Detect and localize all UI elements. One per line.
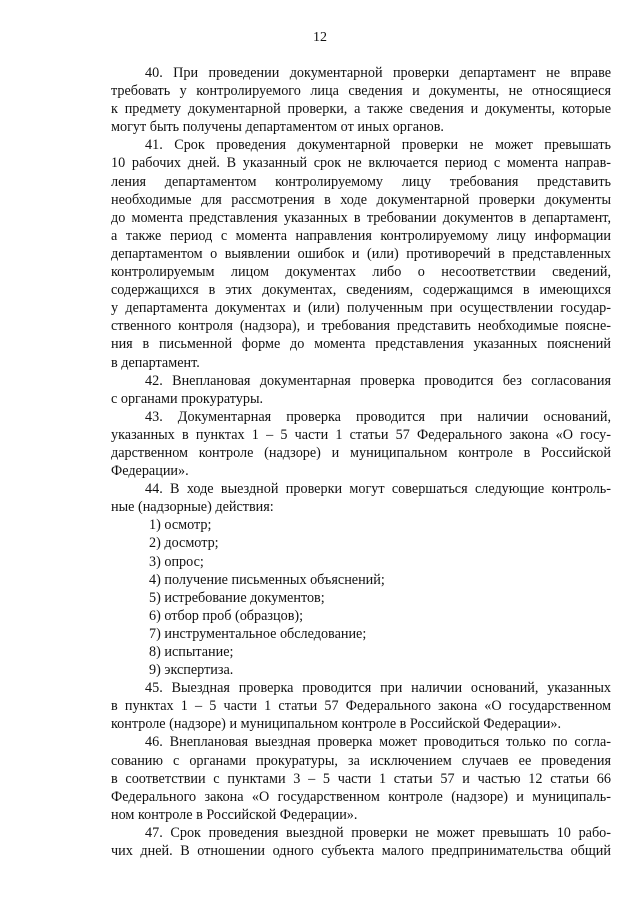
text-line: ные (надзорные) действия: [111,499,274,516]
text-line: ственного контроля (надзора), и требования представить необходимые поясне- [111,318,611,335]
text-line: дарственном контроле (надзоре) и муниципальном контроле в Российской [111,444,611,461]
text-line: содержащихся в этих документах, сведениям, содержащимся в имеющихся [111,282,611,299]
text-line: 44. В ходе выездной проверки могут совершаться следующие контроль- [145,481,611,498]
list-item: 2) досмотр; [149,535,219,552]
list-item: 4) получение письменных объяснений; [149,571,385,588]
text-line: контролируемым лицом документах либо о несоответствии сведений, [111,264,611,281]
text-line: у департамента документах и (или) полученным при осуществлении государ- [111,300,611,317]
text-line: 40. При проведении документарной проверки департамент не вправе [145,65,611,81]
text-line: 42. Внеплановая документарная проверка проводится без согласования [145,372,611,389]
text-line: в пунктах 1 – 5 части 1 статьи 57 Федерального закона «О государственном [111,698,611,715]
text-line: ния в письменной форме до момента представления указанных пояснений [111,336,611,353]
text-line: с органами прокуратуры. [111,390,264,407]
list-item: 9) экспертиза. [149,662,234,679]
list-item: 8) испытание; [149,644,234,660]
list-item: 3) опрос; [149,553,204,570]
text-line: 43. Документарная проверка проводится при наличии оснований, [145,408,611,425]
text-line: 46. Внеплановая выездная проверка может проводиться только по согла- [145,734,611,751]
text-line: контроле (надзоре) и муниципальном контроле в Российской Федерации». [111,716,562,733]
text-line: Федерации». [111,463,189,480]
text-line: 41. Срок проведения документарной проверки не может превышать [145,137,611,154]
list-item: 1) осмотр; [149,517,212,534]
text-line: 10 рабочих дней. В указанный срок не включается период с момента направ- [111,155,611,172]
text-line: требовать у контролируемого лица сведения и документы, не относящиеся [111,83,611,100]
text-line: необходимые для рассмотрения в ходе документарной проверки документы [111,191,611,208]
text-line: до момента представления указанных в требовании документов в департамент, [111,209,611,226]
text-line: чих дней. В отношении одного субъекта малого предпринимательства общий [111,843,611,860]
text-line: 45. Выездная проверка проводится при наличии оснований, указанных [145,680,611,697]
text-line: а также период с момента направления контролируемому лицу информации [111,227,611,244]
text-line: указанных в пунктах 1 – 5 части 1 статьи 57 Федерального закона «О госу- [111,426,611,443]
list-item: 7) инструментальное обследование; [149,625,367,642]
text-line: могут быть получены департаментом от иных органов. [111,119,444,136]
list-item: 5) истребование документов; [149,589,325,606]
text-line: Федерального закона «О государственном контроле (надзоре) и муниципаль- [111,788,611,805]
text-line: департаментом о выявлении ошибок и (или) противоречий в представленных [111,245,611,262]
text-line: в соответствии с пунктами 3 – 5 части 1 статьи 57 и частью 12 статьи 66 [111,770,611,787]
text-line: ном контроле в Российской Федерации». [111,806,358,823]
list-item: 6) отбор проб (образцов); [149,607,304,624]
text-line: к предмету документарной проверки, а также сведения и документы, которые [111,101,611,118]
document-body [111,64,611,860]
text-line: ления департаментом контролируемому лицу требования представить [111,173,611,190]
text-line: 47. Срок проведения выездной проверки не может превышать 10 рабо- [145,824,611,841]
page-number: 12 [313,30,327,45]
text-line: в департамент. [111,354,200,371]
text-line: сованию с органами прокуратуры, за исключением случаев ее проведения [111,752,611,769]
